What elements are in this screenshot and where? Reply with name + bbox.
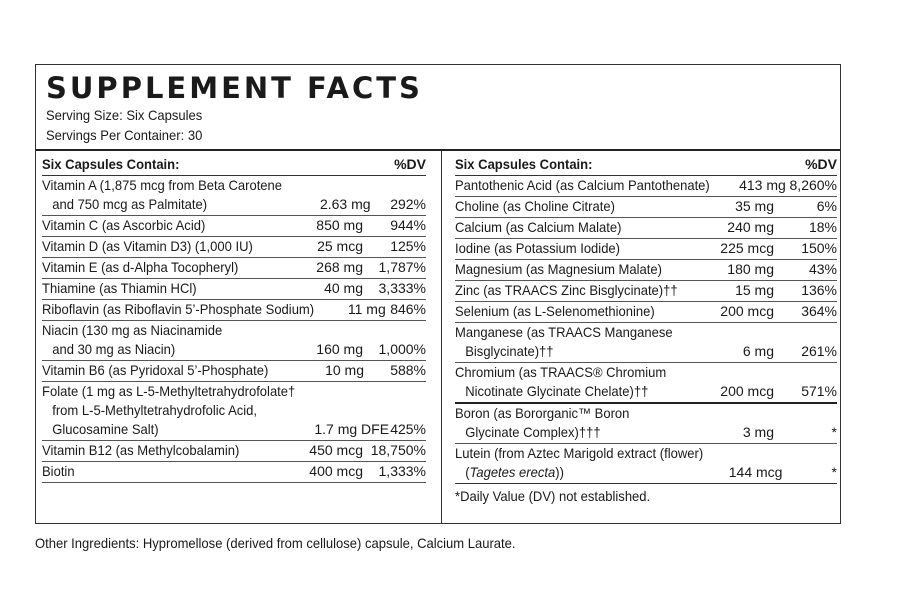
nutrient-dv: 588% bbox=[390, 362, 426, 378]
nutrient-name-line: Lutein (from Aztec Marigold extract (flower) bbox=[455, 445, 704, 461]
nutrient-name-line: Folate (1 mg as L-5-Methyltetrahydrofolate† bbox=[42, 383, 296, 399]
nutrient-amount: 2.63 mg bbox=[319, 196, 371, 212]
nutrient-amount: 6 mg bbox=[742, 343, 774, 359]
nutrient-name bbox=[42, 258, 266, 277]
nutrient-name-line: Vitamin A (1,875 mcg from Beta Carotene bbox=[42, 177, 283, 193]
nutrient-name bbox=[42, 237, 266, 256]
nutrient-amount: 200 mcg bbox=[720, 303, 774, 319]
nutrient-amount: 180 mg bbox=[727, 261, 774, 277]
nutrient-name-line: Zinc (as TRAACS Zinc Bisglycinate)†† bbox=[455, 282, 678, 298]
nutrient-amount: 11 mg bbox=[347, 301, 386, 317]
nutrient-dv: 1,787% bbox=[378, 259, 426, 275]
nutrient-name-line: Vitamin B6 (as Pyridoxal 5’-Phosphate) bbox=[42, 362, 269, 378]
nutrient-row bbox=[42, 237, 426, 258]
nutrient-amount: 15 mg bbox=[735, 282, 774, 298]
nutrient-row bbox=[42, 361, 426, 382]
nutrient-name-line: Selenium (as L-Selenomethionine) bbox=[455, 303, 655, 319]
nutrient-name bbox=[42, 216, 266, 235]
nutrient-dv: 8,260% bbox=[789, 177, 837, 193]
left-nutrient-list bbox=[42, 176, 426, 483]
panel-title: SUPPLEMENT FACTS bbox=[46, 71, 423, 105]
nutrient-dv: 944% bbox=[390, 217, 426, 233]
nutrient-name bbox=[455, 176, 710, 195]
servings-per-container: Servings Per Container: 30 bbox=[46, 127, 203, 143]
left-column-header bbox=[42, 153, 426, 176]
nutrient-row bbox=[455, 197, 837, 218]
nutrient-name-line: Vitamin E (as d-Alpha Tocopheryl) bbox=[42, 259, 239, 275]
nutrient-name bbox=[42, 176, 282, 214]
nutrient-dv: * bbox=[831, 424, 837, 440]
nutrient-name-line: from L-5-Methyltetrahydrofolic Acid, bbox=[52, 402, 258, 418]
supplement-facts-panel bbox=[35, 64, 841, 524]
nutrient-name-line: Choline (as Choline Citrate) bbox=[455, 198, 615, 214]
nutrient-name-line: Magnesium (as Magnesium Malate) bbox=[455, 261, 662, 277]
nutrient-name bbox=[42, 382, 295, 439]
left-header-label: Six Capsules Contain: bbox=[42, 156, 180, 172]
nutrient-dv: 18% bbox=[808, 219, 837, 235]
nutrient-dv: 3,333% bbox=[378, 280, 426, 296]
nutrient-name-line: Bisglycinate)†† bbox=[465, 343, 554, 359]
nutrient-name bbox=[455, 444, 703, 482]
nutrient-name bbox=[42, 462, 266, 481]
nutrient-amount: 3 mg bbox=[742, 424, 774, 440]
nutrient-row bbox=[42, 279, 426, 300]
nutrient-name bbox=[455, 197, 687, 216]
nutrient-amount: 225 mcg bbox=[720, 240, 774, 256]
nutrient-row bbox=[42, 321, 426, 361]
nutrient-dv: 425% bbox=[390, 421, 426, 437]
right-header-dv: %DV bbox=[805, 156, 837, 172]
nutrient-dv: 261% bbox=[801, 343, 837, 359]
nutrient-row bbox=[455, 444, 837, 483]
nutrient-amount: 160 mg bbox=[316, 341, 363, 357]
nutrient-dv: * bbox=[831, 464, 837, 480]
nutrient-dv: 136% bbox=[801, 282, 837, 298]
right-nutrient-list bbox=[455, 176, 837, 483]
nutrient-dv: 18,750% bbox=[370, 442, 426, 458]
nutrient-amount: 1.7 mg DFE bbox=[314, 421, 390, 437]
nutrient-amount: 850 mg bbox=[316, 217, 363, 233]
nutrient-dv: 1,000% bbox=[378, 341, 426, 357]
nutrient-dv: 292% bbox=[390, 196, 426, 212]
nutrient-dv: 846% bbox=[390, 301, 426, 317]
nutrient-name-line: Vitamin B12 (as Methylcobalamin) bbox=[42, 442, 240, 458]
nutrient-name-line: Vitamin C (as Ascorbic Acid) bbox=[42, 217, 206, 233]
nutrient-name-line: and 30 mg as Niacin) bbox=[52, 341, 176, 357]
nutrient-name-line: Biotin bbox=[42, 463, 75, 479]
nutrient-name-line: Glycinate Complex)††† bbox=[465, 424, 601, 440]
right-column-header bbox=[455, 153, 837, 176]
left-header-dv: %DV bbox=[394, 156, 426, 172]
nutrient-name-line: Manganese (as TRAACS Manganese bbox=[455, 324, 673, 340]
right-column bbox=[455, 153, 837, 506]
left-column bbox=[42, 153, 426, 483]
nutrient-row bbox=[455, 176, 837, 197]
nutrient-name bbox=[455, 260, 687, 279]
nutrient-name-line: Glucosamine Salt) bbox=[52, 421, 159, 437]
nutrient-name-line: Boron (as Bororganic™ Boron bbox=[455, 405, 630, 421]
column-divider bbox=[441, 151, 442, 523]
nutrient-name-line: Niacin (130 mg as Niacinamide bbox=[42, 322, 223, 338]
nutrient-dv: 6% bbox=[816, 198, 837, 214]
nutrient-name bbox=[455, 281, 687, 300]
nutrient-row bbox=[455, 218, 837, 239]
nutrient-amount: 40 mg bbox=[324, 280, 363, 296]
nutrient-dv: 364% bbox=[801, 303, 837, 319]
serving-size: Serving Size: Six Capsules bbox=[46, 107, 203, 123]
nutrient-name bbox=[455, 323, 687, 361]
daily-value-footnote bbox=[455, 483, 837, 506]
nutrient-row bbox=[42, 382, 426, 441]
nutrient-row bbox=[455, 404, 837, 444]
nutrient-name bbox=[455, 363, 687, 401]
header-rule bbox=[36, 149, 840, 151]
nutrient-name-line: Calcium (as Calcium Malate) bbox=[455, 219, 622, 235]
nutrient-dv: 1,333% bbox=[378, 463, 426, 479]
nutrient-amount: 35 mg bbox=[735, 198, 774, 214]
nutrient-dv: 125% bbox=[390, 238, 426, 254]
nutrient-dv: 43% bbox=[808, 261, 837, 277]
nutrient-name bbox=[455, 302, 687, 321]
nutrient-row bbox=[42, 176, 426, 216]
nutrient-name-line: Pantothenic Acid (as Calcium Pantothenate) bbox=[455, 177, 710, 193]
nutrient-name bbox=[42, 441, 266, 460]
nutrient-name-line: and 750 mcg as Palmitate) bbox=[52, 196, 208, 212]
nutrient-row bbox=[42, 441, 426, 462]
nutrient-name bbox=[42, 321, 266, 359]
nutrient-name bbox=[42, 279, 266, 298]
nutrient-name bbox=[455, 404, 687, 442]
nutrient-row bbox=[42, 258, 426, 279]
nutrient-name-line: Nicotinate Glycinate Chelate)†† bbox=[465, 383, 649, 399]
nutrient-name bbox=[455, 218, 687, 237]
nutrient-dv: 571% bbox=[801, 383, 837, 399]
nutrient-name-line: Chromium (as TRAACS® Chromium bbox=[455, 364, 667, 380]
nutrient-row bbox=[455, 260, 837, 281]
nutrient-amount: 268 mg bbox=[316, 259, 363, 275]
nutrient-row bbox=[42, 300, 426, 321]
nutrient-name-line: Vitamin D (as Vitamin D3) (1,000 IU) bbox=[42, 238, 253, 254]
nutrient-row bbox=[42, 462, 426, 483]
nutrient-name-line: (Tagetes erecta)) bbox=[465, 464, 564, 480]
nutrient-name bbox=[42, 361, 268, 380]
nutrient-amount: 240 mg bbox=[727, 219, 774, 235]
nutrient-amount: 413 mg bbox=[739, 177, 786, 193]
nutrient-amount: 144 mcg bbox=[728, 464, 783, 480]
nutrient-amount: 400 mcg bbox=[309, 463, 363, 479]
nutrient-amount: 10 mg bbox=[325, 362, 365, 378]
nutrient-amount: 200 mcg bbox=[720, 383, 774, 399]
nutrient-amount: 25 mcg bbox=[317, 238, 363, 254]
right-header-label: Six Capsules Contain: bbox=[455, 156, 593, 172]
nutrient-row bbox=[455, 302, 837, 323]
nutrient-name-line: Iodine (as Potassium Iodide) bbox=[455, 240, 621, 256]
nutrient-row bbox=[42, 216, 426, 237]
nutrient-dv: 150% bbox=[801, 240, 837, 256]
nutrient-name-line: Riboflavin (as Riboflavin 5’-Phosphate Sodium) bbox=[42, 301, 315, 317]
nutrient-row bbox=[455, 363, 837, 404]
nutrient-row bbox=[455, 281, 837, 302]
nutrient-name bbox=[42, 300, 314, 319]
nutrient-name bbox=[455, 239, 687, 258]
nutrient-amount: 450 mcg bbox=[309, 442, 363, 458]
nutrient-name-line: Thiamine (as Thiamin HCl) bbox=[42, 280, 197, 296]
footnote-text: *Daily Value (DV) not established. bbox=[455, 488, 651, 504]
other-ingredients: Other Ingredients: Hypromellose (derived from cellulose) capsule, Calcium Laurate. bbox=[35, 535, 516, 551]
nutrient-row bbox=[455, 239, 837, 260]
nutrient-row bbox=[455, 323, 837, 363]
